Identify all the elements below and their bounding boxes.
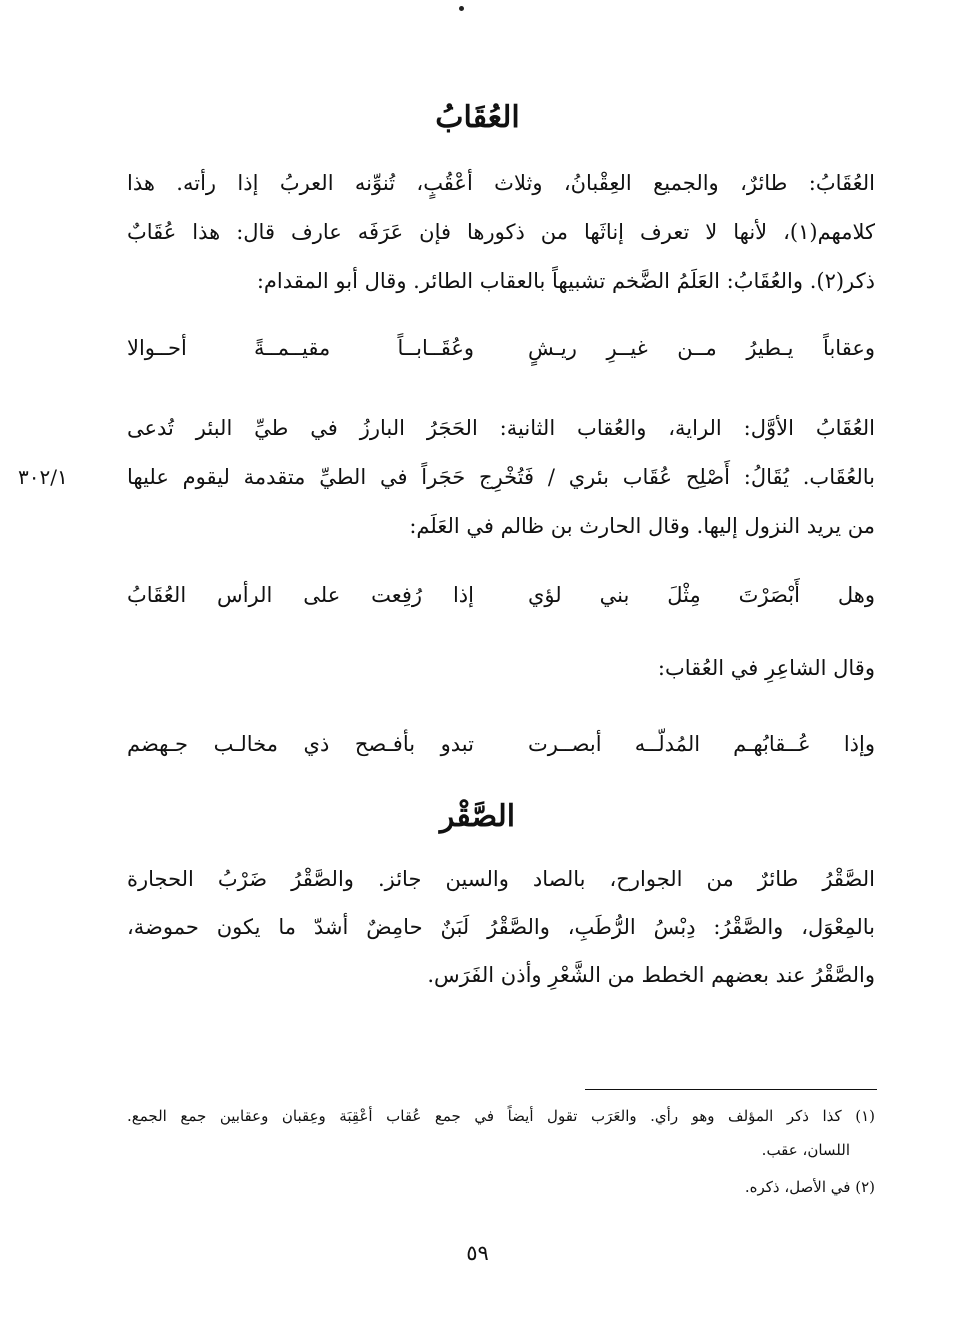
verse2-second-hemistich: إذا رُفِعت على الرأس العُقَابُ xyxy=(127,583,474,607)
para1-line2: كلامهم(١)، لأنها لا تعرف إناثَها من ذكورها فإن عَرَفَه عارف قال: هذا عُقَابٌ xyxy=(127,220,875,244)
footnote-1-line1: (١) كذا ذكر المؤلف وهو رأي. والعَرَب تقول أيضاً في جمع عُقاب أعْقِبَة وعِقبان وعقابين جمع الجمع. xyxy=(127,1107,875,1125)
para3-line1: الصَّقْرُ طائرٌ من الجوارح، بالصاد والسين جائز. والصَّقْرُ ضَرْبُ الحجارة xyxy=(127,867,875,891)
verse3 xyxy=(127,726,875,762)
footnote-2: (٢) في الأصل، ذكره. xyxy=(744,1178,875,1196)
para1-line1: العُقَابُ: طائرٌ، والجميع العِقْبانُ، وثلاث أعْقُبٍ، تُنوِّنه العربُ إذا رأته. هذا xyxy=(127,171,875,195)
poet-intro: وقال الشاعِرِ في العُقاب: xyxy=(657,656,875,680)
verse3-second-hemistich: تبدو بأفـصح ذي مخالـب جـهضم xyxy=(127,732,474,756)
para1-line3: ذكر(٢). والعُقَابُ: العَلَمُ الضَّخم تشبيهاً بالعقاب الطائر. وقال أبو المقدام: xyxy=(256,269,875,293)
verse3-first-hemistich: وإذا عُــقابُهـم المُدلّــه أبصــرت xyxy=(528,732,875,756)
margin-reference: ٣٠٢/١ xyxy=(18,465,68,489)
para3-line3: والصَّقْرُ عند بعضهم الخطط من الشَّعْرِ وأذن الفَرَس. xyxy=(427,963,875,987)
verse1-first-hemistich: وعقاباً يـطيرُ مــن غيــرِ ريـشٍ xyxy=(528,336,875,360)
page-number: ٥٩ xyxy=(466,1241,489,1265)
verse1 xyxy=(127,330,875,366)
heading-eagle: العُقَابُ xyxy=(435,100,520,135)
verse2 xyxy=(127,577,875,613)
para2-line1: العُقَابُ الأوَّل: الراية، والعُقاب الثانية: الحَجَرُ البارزُ في طيِّ البئر تُدعى xyxy=(127,416,875,440)
footnote-1-line2: اللسان، عقب. xyxy=(761,1141,850,1159)
para3-line2: بالمِعْوَل، والصَّقْرُ: دِبْسُ الرُّطَبِ، والصَّقْرُ لَبَنٌ حامِضٌ أشدّ ما يكون حموضة، xyxy=(127,915,875,939)
para2-line3: من يريد النزول إليها. وقال الحارث بن ظالم في العَلَم: xyxy=(409,514,875,538)
heading-falcon: الصَّقْر xyxy=(439,799,516,834)
verse2-first-hemistich: وهل أَبْصَرْتَ مِثْلَ بني لؤي xyxy=(528,583,875,607)
para2-line2: بالعُقَاب. يُقَالُ: أَصْلِح عُقَاب بئري / فَتُخْرِج حَجَراً في الطيِّ متقدمة ليقوم عليها xyxy=(127,465,875,489)
verse1-second-hemistich: وعُقَــابــاً مقيــمــةً أحــوالا xyxy=(127,336,474,360)
footnote-separator xyxy=(585,1089,877,1090)
page-top-dot xyxy=(459,6,464,11)
